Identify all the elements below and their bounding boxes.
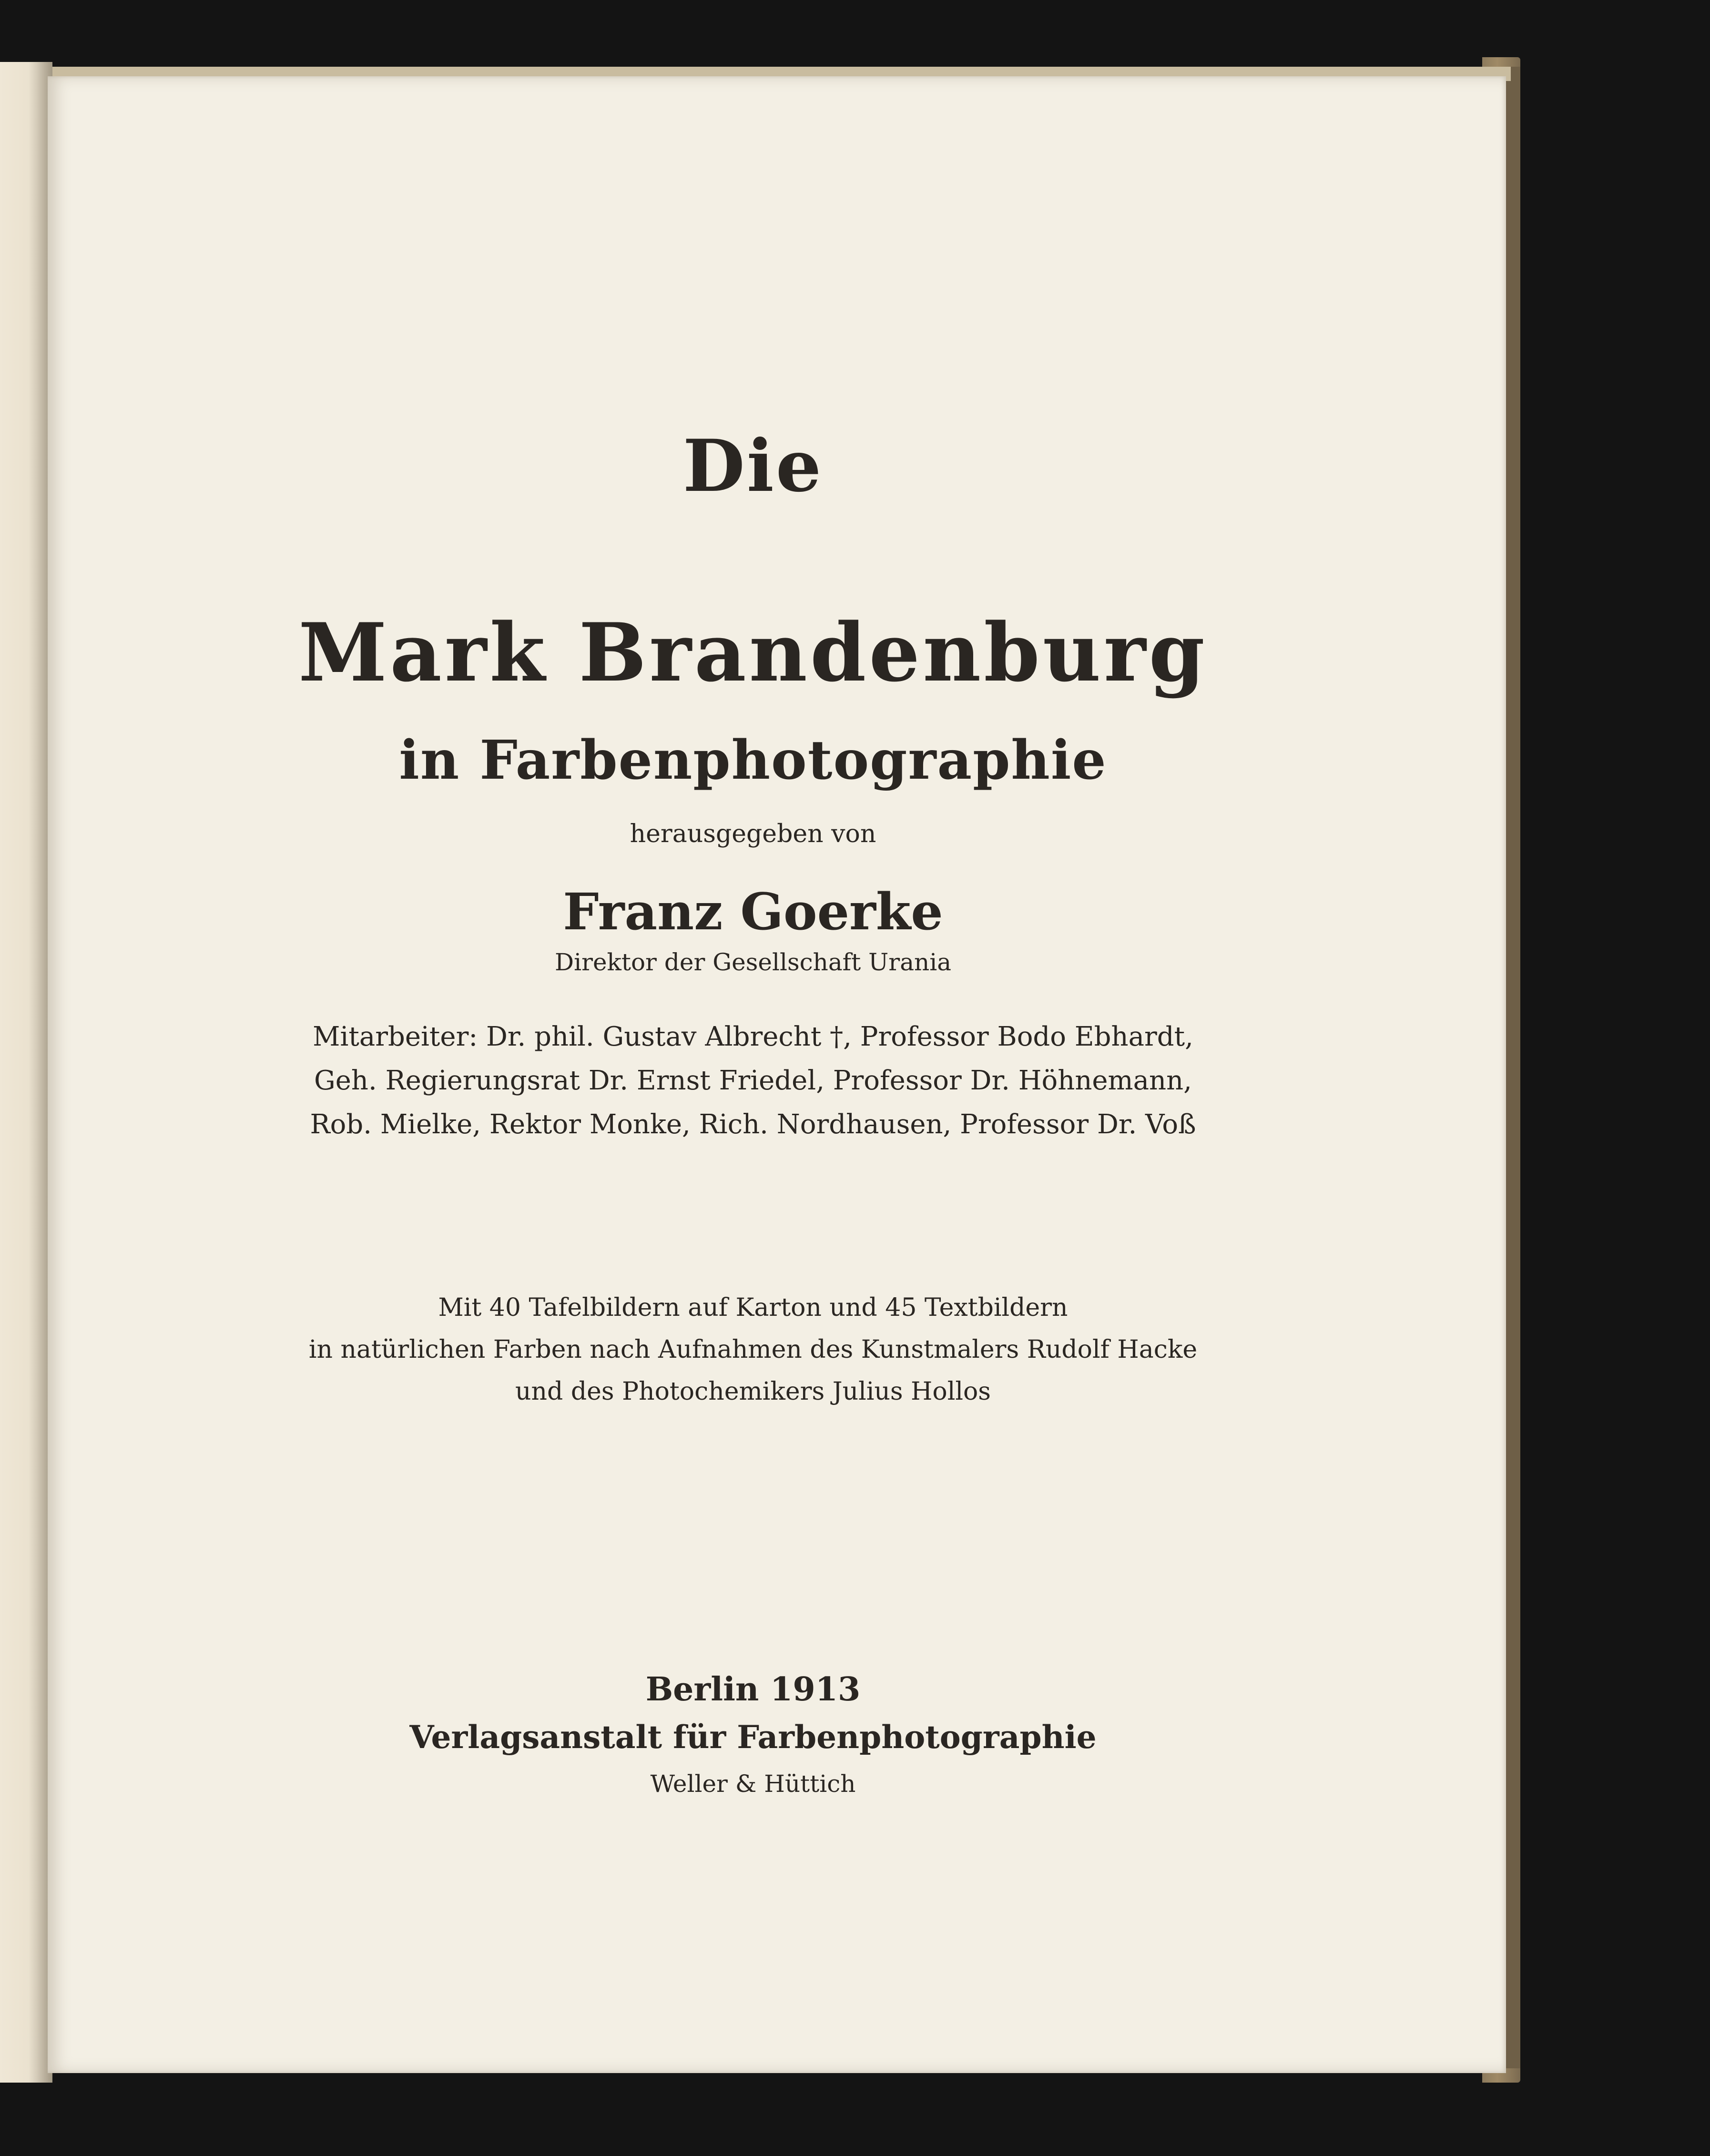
contributors-block [276,1015,1230,1147]
contributors-line: Geh. Regierungsrat Dr. Ernst Friedel, Professor Dr. Höhnemann, [314,1065,1192,1096]
imprint-block [276,1666,1230,1807]
imprint-publisher: Verlagsanstalt für Farbenphotographie [409,1719,1097,1756]
plates-note-line: in natürlichen Farben nach Aufnahmen des Kunstmalers Rudolf Hacke [308,1335,1198,1364]
plates-note-block [276,1287,1230,1413]
editor-intro: herausgegeben von [630,820,876,848]
subtitle: in Farbenphotographie [399,729,1107,792]
plates-note-line: und des Photochemikers Julius Hollos [515,1377,991,1406]
title-page [48,76,1506,2073]
editor-name: Franz Goerke [563,882,943,941]
contributors-line: Mitarbeiter: Dr. phil. Gustav Albrecht †, Professor Bodo Ebhardt, [313,1021,1193,1052]
title-main: Mark Brandenburg [298,605,1208,700]
contributors-line: Rob. Mielke, Rektor Monke, Rich. Nordhausen, Professor Dr. Voß [310,1109,1196,1140]
imprint-place-year: Berlin 1913 [645,1670,861,1709]
title-article: Die [682,424,824,508]
plates-note-line: Mit 40 Tafelbildern auf Karton und 45 Textbildern [438,1293,1068,1322]
editor-role: Direktor der Gesellschaft Urania [554,948,952,976]
imprint-firm: Weller & Hüttich [650,1770,856,1798]
